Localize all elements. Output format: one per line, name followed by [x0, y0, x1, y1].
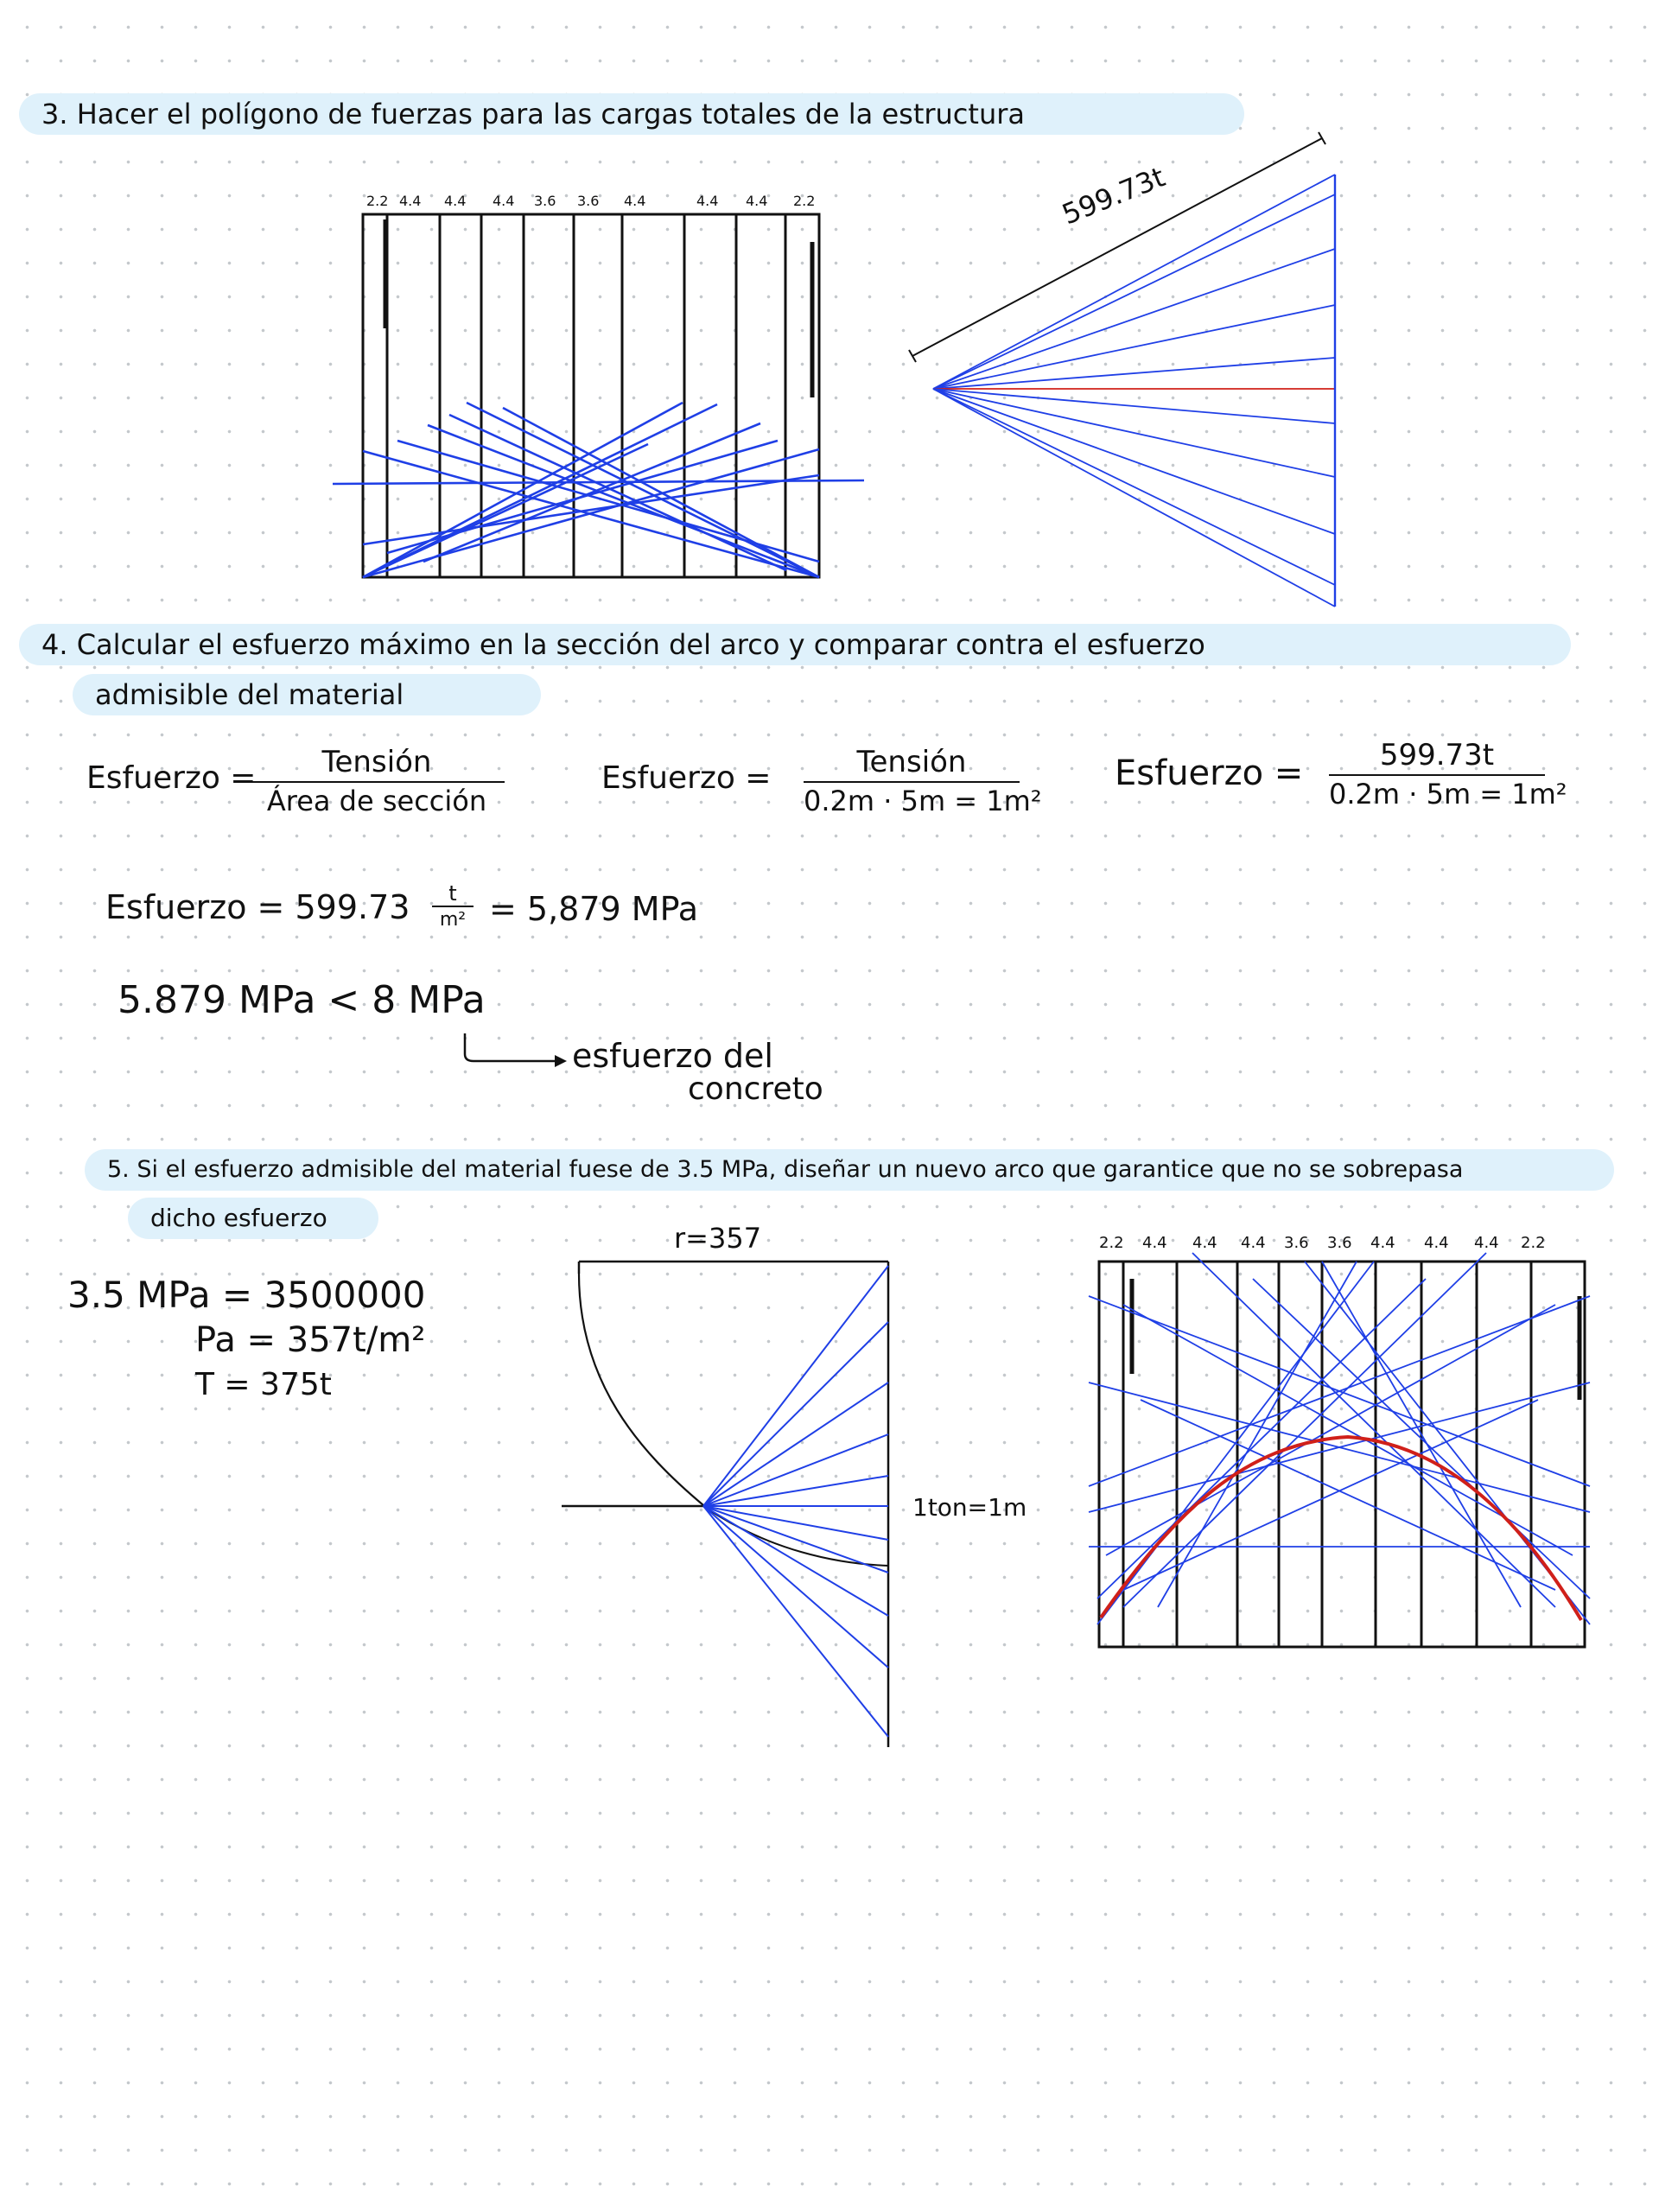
dimension-line	[912, 138, 1322, 356]
load-label: 3.6	[534, 193, 556, 209]
funicular-line	[1192, 1253, 1555, 1607]
eq2-lhs: Esfuerzo =	[601, 760, 772, 796]
force-ray	[703, 1506, 888, 1668]
force-ray	[703, 1476, 888, 1506]
note-line-1: esfuerzo del	[572, 1037, 773, 1075]
s5-line3: T = 375t	[195, 1367, 332, 1402]
load-label: 2.2	[793, 193, 816, 209]
load-label: 3.6	[1284, 1234, 1309, 1252]
load-label: 4.4	[1424, 1234, 1449, 1252]
section-5-heading-line2: dicho esfuerzo	[128, 1198, 378, 1239]
force-ray	[933, 389, 1335, 477]
load-label: 4.4	[399, 193, 422, 209]
force-polygon-2	[553, 1218, 1037, 1754]
force-ray	[933, 305, 1335, 389]
new-arch-curve	[1101, 1437, 1581, 1620]
stress-result-text: Esfuerzo = 599.73	[105, 888, 410, 926]
eq2-numerator: Tensión	[804, 745, 1020, 783]
load-label: 4.4	[444, 193, 467, 209]
stress-comparison: 5.879 MPa < 8 MPa	[118, 978, 486, 1022]
eq1-numerator: Tensión	[249, 745, 505, 783]
force-ray	[703, 1506, 888, 1737]
load-label: 4.4	[1192, 1234, 1217, 1252]
section-3-heading: 3. Hacer el polígono de fuerzas para las cargas totales de la estructura	[19, 93, 1244, 135]
load-label: 4.4	[624, 193, 646, 209]
load-label: 3.6	[577, 193, 600, 209]
eq1-denominator: Área de sección	[266, 785, 487, 817]
scale-label: 1ton=1m	[912, 1493, 1027, 1522]
load-label: 4.4	[746, 193, 768, 209]
radius-arc	[579, 1274, 703, 1505]
load-label: 4.4	[1241, 1234, 1266, 1252]
s5-line1: 3.5 MPa = 3500000	[67, 1274, 426, 1316]
force-ray	[933, 175, 1335, 389]
section-5-heading-line1: 5. Si el esfuerzo admisible del material fuese de 3.5 MPa, diseñar un nuevo arco que garantice que no se sobrepasa	[85, 1149, 1614, 1191]
force-ray	[933, 358, 1335, 389]
funicular-line	[1158, 1262, 1357, 1607]
load-label: 4.4	[1142, 1234, 1167, 1252]
stress-result-mpa: = 5,879 MPa	[489, 890, 699, 928]
funicular-line	[363, 475, 819, 544]
eq3-numerator: 599.73t	[1329, 738, 1545, 776]
funicular-line	[363, 444, 648, 577]
section-4-heading-line2: admisible del material	[73, 674, 541, 715]
funicular-line	[467, 403, 819, 577]
load-label: 2.2	[1521, 1234, 1546, 1252]
force-ray	[703, 1322, 888, 1506]
load-label: 2.2	[1099, 1234, 1124, 1252]
funicular-line	[1106, 1305, 1555, 1555]
funicular-line	[503, 408, 819, 577]
dimension-tick	[1319, 132, 1325, 144]
load-label: 4.4	[696, 193, 719, 209]
load-diagram-2	[1071, 1227, 1607, 1676]
funicular-line	[397, 441, 819, 562]
radius-label: r=357	[674, 1222, 762, 1255]
force-ray	[933, 389, 1335, 607]
diagram1-frame	[363, 214, 819, 577]
note-arrow	[458, 1028, 579, 1080]
eq2-fraction	[804, 745, 1042, 817]
load-label: 4.4	[1370, 1234, 1395, 1252]
eq3-denominator: 0.2m · 5m = 1m²	[1329, 778, 1567, 810]
stress-unit-fraction	[432, 881, 474, 931]
force-polygon-1	[899, 130, 1365, 613]
eq3-fraction	[1329, 738, 1567, 810]
eq1-lhs: Esfuerzo =	[86, 760, 257, 796]
load-label: 2.2	[366, 193, 389, 209]
eq1-fraction	[249, 745, 505, 817]
eq2-denominator: 0.2m · 5m = 1m²	[804, 785, 1042, 817]
force-ray	[933, 194, 1335, 389]
resultant-label: 599.73t	[1057, 160, 1170, 232]
load-label: 4.4	[493, 193, 515, 209]
section-4-heading-line1: 4. Calcular el esfuerzo máximo en la sección del arco y comparar contra el esfuerzo	[19, 624, 1571, 665]
stress-unit-numerator: t	[432, 881, 474, 907]
force-ray	[933, 389, 1335, 534]
eq3-lhs: Esfuerzo =	[1115, 753, 1304, 793]
dimension-tick	[909, 350, 916, 362]
force-ray	[933, 249, 1335, 389]
load-label: 4.4	[1474, 1234, 1499, 1252]
note-line-2: concreto	[688, 1071, 823, 1107]
stress-unit-denominator: m²	[439, 909, 467, 931]
load-diagram-1	[346, 181, 830, 588]
load-label: 3.6	[1327, 1234, 1352, 1252]
s5-line2: Pa = 357t/m²	[195, 1320, 426, 1360]
